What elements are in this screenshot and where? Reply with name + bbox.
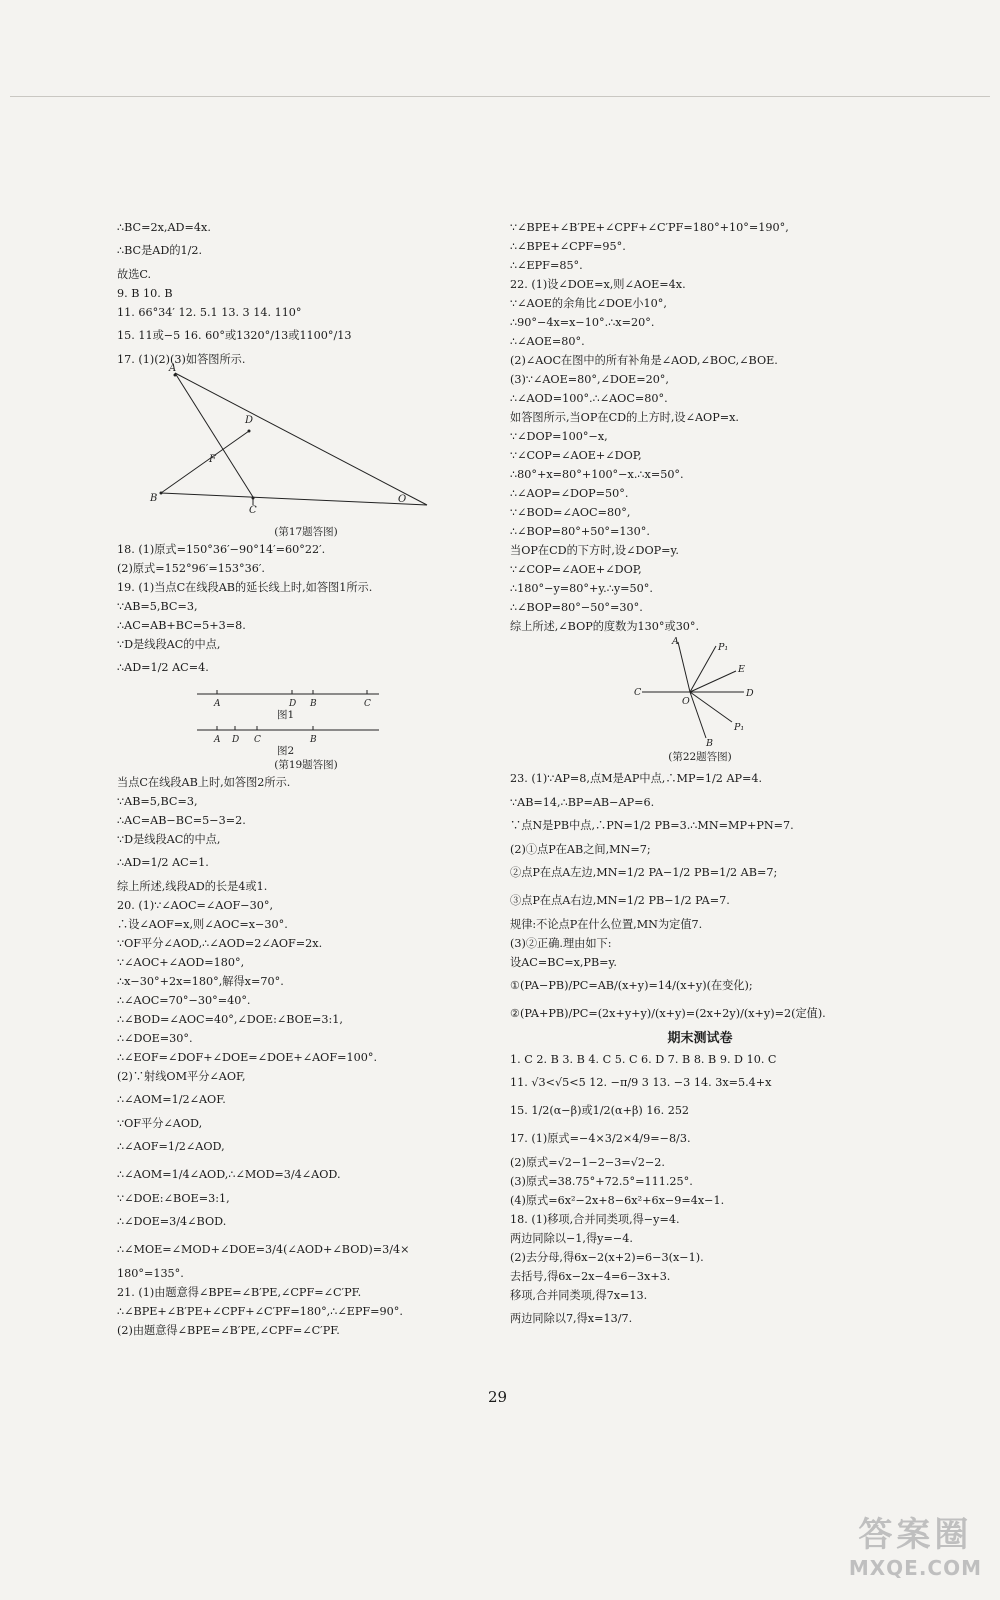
left-block-b — [117, 540, 495, 682]
figure-19-caption: (第19题答图) — [274, 759, 338, 771]
text-line: 1. C 2. B 3. B 4. C 5. C 6. D 7. B 8. B 9. D 10. C — [510, 1053, 777, 1066]
fig2-label-B: B — [310, 735, 317, 745]
watermark-url: MXQE.COM — [848, 1556, 982, 1580]
text-line: ①(PA−PB)/PC=AB/(x+y)=14/(x+y)(在变化); — [510, 979, 753, 992]
text-line: ∵∠AOE的余角比∠DOE小10°, — [510, 297, 667, 310]
label-O: O — [398, 494, 407, 505]
label-F: F — [209, 454, 216, 465]
text-line: ②(PA+PB)/PC=(2x+y+y)/(x+y)=(2x+2y)/(x+y)=2(定值). — [510, 1007, 826, 1020]
label-B: B — [706, 738, 713, 749]
text-line: ∵D是线段AC的中点, — [117, 833, 221, 846]
text-line: (2)原式=152°96′=153°36′. — [117, 562, 265, 575]
text-line: ∵∠AOC+∠AOD=180°, — [117, 956, 245, 969]
text-line: ∵AB=5,BC=3, — [117, 600, 198, 613]
text-line: ∴AC=AB+BC=5+3=8. — [117, 619, 246, 632]
left-block-c — [117, 773, 495, 1340]
fig1-label-D: D — [289, 699, 297, 709]
label-P1-upper: P₁ — [718, 642, 729, 653]
section-title: 期末测试卷 — [667, 1031, 733, 1046]
page-top-rule — [10, 96, 990, 97]
text-line: (2)原式=√2−1−2−3=√2−2. — [510, 1156, 665, 1169]
figure-22-diagram — [510, 636, 890, 749]
text-line: (2)去分母,得6x−2(x+2)=6−3(x−1). — [510, 1251, 704, 1264]
text-line: ∴x−30°+2x=180°,解得x=70°. — [117, 975, 284, 988]
figure-17-caption: (第17题答图) — [274, 526, 338, 538]
text-line: ∵D是线段AC的中点, — [117, 638, 221, 651]
fig1-label-B: B — [310, 699, 317, 709]
text-line: ②点P在点A左边,MN=1/2 PA−1/2 PB=1/2 AB=7; — [510, 866, 778, 879]
page-number: 29 — [488, 1388, 508, 1406]
text-line: 18. (1)原式=150°36′−90°14′=60°22′. — [117, 543, 326, 556]
text-line: ∴AC=AB−BC=5−3=2. — [117, 814, 246, 827]
text-line: 11. 66°34′ 12. 5.1 13. 3 14. 110° — [117, 306, 302, 319]
text-line: (3)原式=38.75°+72.5°=111.25°. — [510, 1175, 693, 1188]
text-line: 移项,合并同类项,得7x=13. — [510, 1289, 648, 1302]
text-line: ∴∠MOE=∠MOD+∠DOE=3/4(∠AOD+∠BOD)=3/4× — [117, 1243, 410, 1256]
label-C: C — [249, 505, 257, 516]
right-block-c — [510, 1050, 890, 1333]
text-line: (3)②正确.理由如下: — [510, 937, 612, 950]
label-A: A — [169, 363, 177, 374]
text-line: ∴∠BOD=∠AOC=40°,∠DOE:∠BOE=3:1, — [117, 1013, 343, 1026]
text-line: 22. (1)设∠DOE=x,则∠AOE=4x. — [510, 278, 686, 291]
text-line: ∴90°−4x=x−10°.∴x=20°. — [510, 316, 655, 329]
text-line: 18. (1)移项,合并同类项,得−y=4. — [510, 1213, 680, 1226]
fig1-label-C: C — [364, 699, 371, 709]
figure-17-diagram — [117, 363, 495, 521]
text-line: ∴∠AOF=1/2∠AOD, — [117, 1140, 225, 1153]
label-B: B — [150, 493, 158, 504]
figure-19-diagram — [117, 684, 495, 757]
figure-22-caption: (第22题答图) — [668, 751, 732, 763]
label-P1-lower: P₁ — [734, 722, 745, 733]
text-line: 两边同除以−1,得y=−4. — [510, 1232, 633, 1245]
text-line: 11. √3<√5<5 12. −π/9 3 13. −3 14. 3x=5.4+x — [510, 1076, 772, 1089]
text-line: (2)①点P在AB之间,MN=7; — [510, 843, 651, 856]
text-line: 综上所述,线段AD的长是4或1. — [117, 880, 268, 893]
text-line: ∴∠AOM=1/2∠AOF. — [117, 1093, 226, 1106]
text-line: ∵∠DOE:∠BOE=3:1, — [117, 1192, 230, 1205]
text-line: ∵∠COP=∠AOE+∠DOP, — [510, 563, 642, 576]
text-line: 180°=135°. — [117, 1267, 184, 1280]
text-line: (3)∵∠AOE=80°,∠DOE=20°, — [510, 373, 669, 386]
text-line: ∴AD=1/2 AC=4. — [117, 661, 209, 674]
text-line: ∴∠BPE+∠CPF=95°. — [510, 240, 626, 253]
right-block-b — [510, 765, 890, 1028]
text-line: 如答图所示,当OP在CD的上方时,设∠AOP=x. — [510, 411, 739, 424]
text-line: (2)由题意得∠BPE=∠B′PE,∠CPF=∠C′PF. — [117, 1324, 340, 1337]
text-line: ∵点N是PB中点,∴PN=1/2 PB=3.∴MN=MP+PN=7. — [510, 819, 794, 832]
text-line: ∴设∠AOF=x,则∠AOC=x−30°. — [117, 918, 288, 931]
text-line: ∴∠DOE=3/4∠BOD. — [117, 1215, 227, 1228]
text-line: ∴BC=2x,AD=4x. — [117, 221, 211, 234]
text-line: ∵∠BPE+∠B′PE+∠CPF+∠C′PF=180°+10°=190°, — [510, 221, 789, 234]
right-column — [510, 218, 890, 1333]
label-D: D — [245, 415, 254, 426]
text-line: 两边同除以7,得x=13/7. — [510, 1312, 633, 1325]
text-line: 15. 1/2(α−β)或1/2(α+β) 16. 252 — [510, 1104, 690, 1117]
label-A: A — [672, 636, 679, 647]
text-line: 21. (1)由题意得∠BPE=∠B′PE,∠CPF=∠C′PF. — [117, 1286, 362, 1299]
text-line: 9. B 10. B — [117, 287, 173, 300]
text-line: ∵∠DOP=100°−x, — [510, 430, 608, 443]
text-line: ∴∠DOE=30°. — [117, 1032, 193, 1045]
fig2-caption: 图2 — [277, 745, 295, 757]
fig1-caption: 图1 — [277, 709, 295, 721]
watermark-text: 答案圈 — [858, 1515, 973, 1555]
text-line: ∴∠AOC=70°−30°=40°. — [117, 994, 251, 1007]
fig2-label-C: C — [254, 735, 261, 745]
text-line: 19. (1)当点C在线段AB的延长线上时,如答图1所示. — [117, 581, 373, 594]
fig2-label-A: A — [214, 735, 221, 745]
left-column — [117, 218, 495, 1340]
text-line: (2)∵射线OM平分∠AOF, — [117, 1070, 246, 1083]
text-line: ∴80°+x=80°+100°−x.∴x=50°. — [510, 468, 684, 481]
fig1-label-A: A — [214, 699, 221, 709]
text-line: (4)原式=6x²−2x+8−6x²+6x−9=4x−1. — [510, 1194, 725, 1207]
text-line: ∵OF平分∠AOD,∴∠AOD=2∠AOF=2x. — [117, 937, 323, 950]
text-line: ∵OF平分∠AOD, — [117, 1117, 203, 1130]
watermark-logo — [849, 1507, 982, 1580]
text-line: ∴∠EPF=85°. — [510, 259, 583, 272]
text-line: ∵∠BOD=∠AOC=80°, — [510, 506, 631, 519]
fig2-label-D: D — [232, 735, 240, 745]
text-line: ∴∠BPE+∠B′PE+∠CPF+∠C′PF=180°,∴∠EPF=90°. — [117, 1305, 403, 1318]
text-line: 23. (1)∵AP=8,点M是AP中点,∴MP=1/2 AP=4. — [510, 772, 763, 785]
label-O: O — [682, 696, 690, 707]
text-line: 规律:不论点P在什么位置,MN为定值7. — [510, 918, 703, 931]
text-line: 17. (1)原式=−4×3/2×4/9=−8/3. — [510, 1132, 691, 1145]
text-line: ∴180°−y=80°+y.∴y=50°. — [510, 582, 653, 595]
text-line: ∴∠BOP=80°+50°=130°. — [510, 525, 650, 538]
text-line: (2)∠AOC在图中的所有补角是∠AOD,∠BOC,∠BOE. — [510, 354, 778, 367]
left-block-a — [117, 218, 495, 369]
label-E: E — [738, 664, 745, 675]
label-C: C — [634, 687, 642, 698]
text-line: ∴AD=1/2 AC=1. — [117, 856, 209, 869]
text-line: ∴∠AOD=100°.∴∠AOC=80°. — [510, 392, 668, 405]
text-line: 综上所述,∠BOP的度数为130°或30°. — [510, 620, 700, 633]
text-line: ∴∠BOP=80°−50°=30°. — [510, 601, 643, 614]
text-line: ∴BC是AD的1/2. — [117, 244, 203, 257]
text-line: ∴∠AOP=∠DOP=50°. — [510, 487, 629, 500]
text-line: 当点C在线段AB上时,如答图2所示. — [117, 776, 291, 789]
label-D: D — [746, 688, 754, 699]
text-line: 当OP在CD的下方时,设∠DOP=y. — [510, 544, 679, 557]
text-line: 设AC=BC=x,PB=y. — [510, 956, 617, 969]
text-line: ③点P在点A右边,MN=1/2 PB−1/2 PA=7. — [510, 894, 730, 907]
text-line: ∵AB=5,BC=3, — [117, 795, 198, 808]
text-line: 20. (1)∵∠AOC=∠AOF−30°, — [117, 899, 274, 912]
text-line: 17. (1)(2)(3)如答图所示. — [117, 353, 246, 366]
text-line: ∴∠AOE=80°. — [510, 335, 585, 348]
text-line: 故选C. — [117, 268, 152, 281]
text-line: ∵∠COP=∠AOE+∠DOP, — [510, 449, 642, 462]
text-line: ∵AB=14,∴BP=AB−AP=6. — [510, 796, 655, 809]
text-line: ∴∠AOM=1/4∠AOD,∴∠MOD=3/4∠AOD. — [117, 1168, 341, 1181]
text-line: 15. 11或−5 16. 60°或1320°/13或1100°/13 — [117, 329, 352, 342]
right-block-a — [510, 218, 890, 636]
text-line: 去括号,得6x−2x−4=6−3x+3. — [510, 1270, 671, 1283]
text-line: ∴∠EOF=∠DOF+∠DOE=∠DOE+∠AOF=100°. — [117, 1051, 377, 1064]
